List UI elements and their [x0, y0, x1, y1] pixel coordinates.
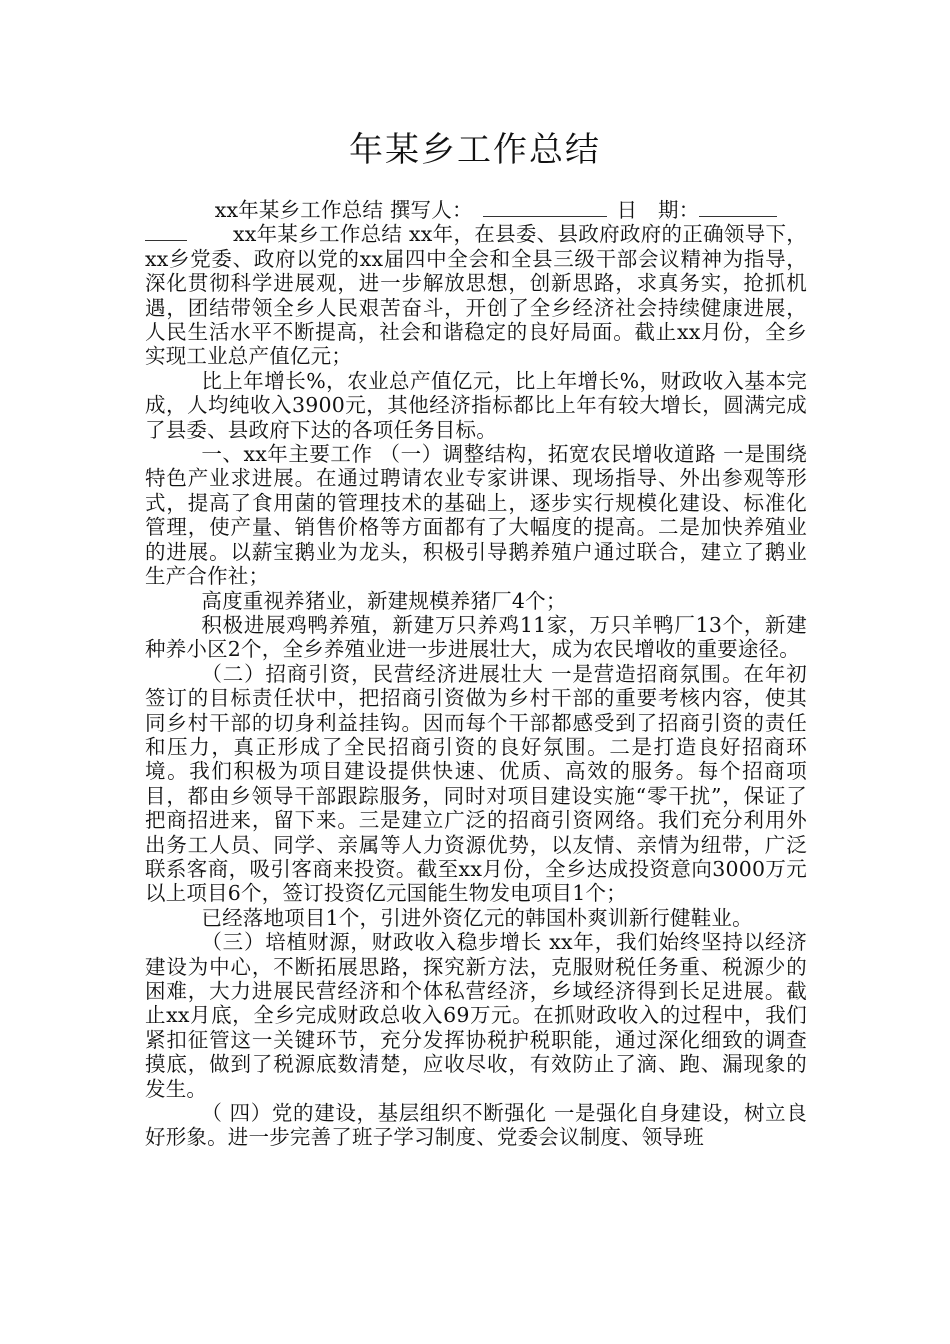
paragraph-2: 比上年增长%，农业总产值亿元，比上年增长%，财政收入基本完成，人均纯收入3900元，其他经济指标都比上年有较大增长，圆满完成了县委、县政府下达的各项任务目标。 — [145, 368, 807, 442]
document-title: 年某乡工作总结 — [349, 130, 601, 170]
date-blank — [699, 198, 777, 217]
document-body — [145, 198, 807, 1150]
date-label: 日 期： — [616, 198, 700, 222]
date-blank-continued — [145, 222, 187, 241]
paragraph-8: （三）培植财源，财政收入稳步增长 xx年，我们始终坚持以经济建设为中心，不断拓展思路，探究新方法，克服财税任务重、税源少的困难，大力进展民营经济和个体私营经济，乡域经济得到长足进展。截止xx月底，全乡完成财政总收入69万元。在抓财政收入的过程中，我们紧扣征管这一关键环节，充分发挥协税护税职能，通过深化细致的调查摸底，做到了税源底数清楚，应收尽收，有效防止了滴、跑、漏现象的发生。 — [145, 930, 807, 1101]
paragraph-5: 积极进展鸡鸭养殖，新建万只养鸡11家，万只羊鸭厂13个，新建种养小区2个，全乡养殖业进一步进展壮大，成为农民增收的重要途径。 — [145, 612, 807, 662]
paragraph-9: （ 四）党的建设，基层组织不断强化 一是强化自身建设，树立良好形象。进一步完善了班子学习制度、党委会议制度、领导班 — [145, 1101, 807, 1150]
header-line — [145, 198, 807, 369]
paragraph-3: 一、xx年主要工作 （一）调整结构，拓宽农民增收道路 一是围绕特色产业求进展。在通过聘请农业专家讲课、现场指导、外出参观等形式，提高了食用菌的管理技术的基础上，逐步实行规模化建设、标准化管理，使产量、销售价格等方面都有了大幅度的提高。二是加快养殖业的进展。以薪宝鹅业为龙头，积极引导鹅养殖户通过联合，建立了鹅业生产合作社； — [145, 442, 807, 589]
paragraph-6: （二）招商引资，民营经济进展壮大 一是营造招商氛围。在年初签订的目标责任状中，把招商引资做为乡村干部的重要考核内容，使其同乡村干部的切身利益挂钩。因而每个干部都感受到了招商引资的责任和压力，真正形成了全民招商引资的良好氛围。二是打造良好招商环境。我们积极为项目建设提供快速、优质、高效的服务。每个招商项目，都由乡领导干部跟踪服务，同时对项目建设实施“零干扰”，保证了把商招进来，留下来。三是建立广泛的招商引资网络。我们充分利用外出务工人员、同学、亲属等人力资源优势，以友情、亲情为纽带，广泛联系客商，吸引客商来投资。截至xx月份，全乡达成投资意向3000万元以上项目6个，签订投资亿元国能生物发电项目1个； — [145, 661, 807, 906]
author-label: 撰写人： — [389, 198, 473, 222]
paragraph-4: 高度重视养猪业，新建规模养猪厂4个； — [201, 588, 567, 613]
paragraph-7: 已经落地项目1个，引进外资亿元的韩国朴爽训新行健鞋业。 — [201, 905, 753, 930]
paragraph-1: xx年某乡工作总结 xx年，在县委、县政府政府的正确领导下，xx乡党委、政府以党的xx届四中全会和全县三级干部会议精神为指导，深化贯彻科学进展观，进一步解放思想，创新思路，求真务实，抢抓机遇，团结带领全乡人民艰苦奋斗，开创了全乡经济社会持续健康进展，人民生活水平不断提高，社会和谐稳定的良好局面。截止xx月份，全乡实现工业总产值亿元； — [145, 222, 807, 369]
author-blank — [483, 198, 607, 217]
header-lead: xx年某乡工作总结 — [214, 198, 384, 222]
